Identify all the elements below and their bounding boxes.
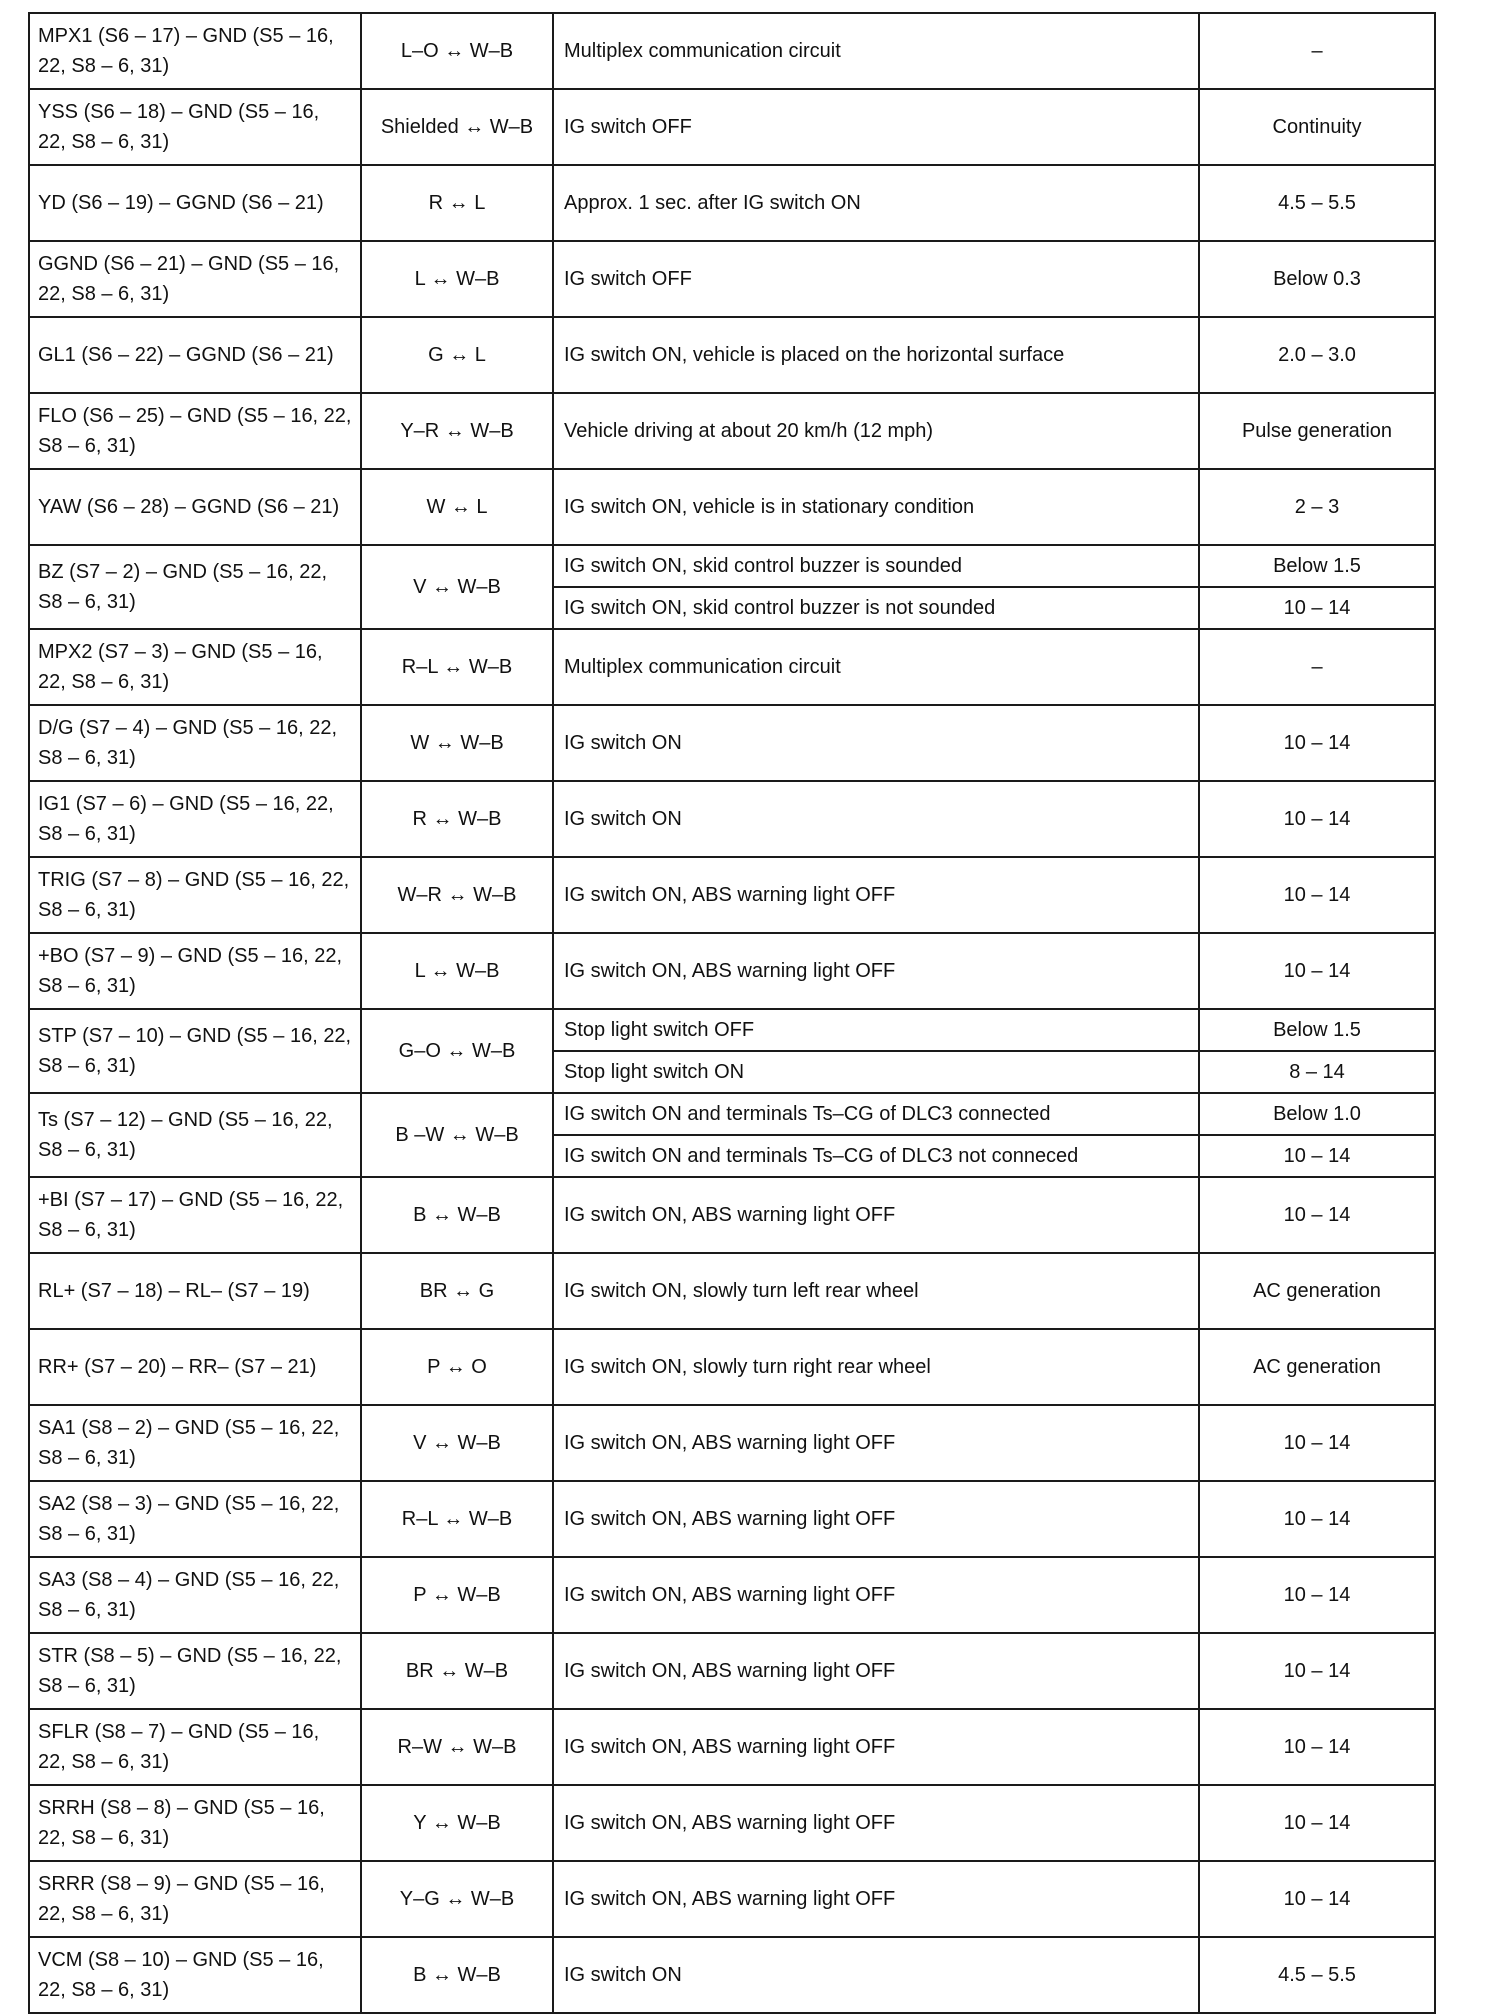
specified-condition-cell: 10 – 14: [1199, 857, 1435, 933]
table-row: [29, 857, 1435, 933]
specified-condition-cell: 10 – 14: [1199, 1177, 1435, 1253]
table-row: [29, 1633, 1435, 1709]
wiring-color-cell: V ↔ W–B: [361, 545, 553, 629]
condition-cell: IG switch ON and terminals Ts–CG of DLC3 not conneced: [553, 1135, 1199, 1177]
table-row: [29, 393, 1435, 469]
wiring-color-cell: W ↔ L: [361, 469, 553, 545]
specified-condition-cell: 10 – 14: [1199, 1709, 1435, 1785]
table-row: [29, 89, 1435, 165]
table-row: [29, 545, 1435, 587]
table-body: [29, 13, 1435, 2013]
condition-cell: IG switch ON: [553, 781, 1199, 857]
terminal-cell: FLO (S6 – 25) – GND (S5 – 16, 22, S8 – 6, 31): [29, 393, 361, 469]
specified-condition-cell: Below 1.5: [1199, 545, 1435, 587]
table-row: [29, 1861, 1435, 1937]
terminal-cell: YD (S6 – 19) – GGND (S6 – 21): [29, 165, 361, 241]
condition-cell: IG switch ON, ABS warning light OFF: [553, 1405, 1199, 1481]
condition-cell: Stop light switch OFF: [553, 1009, 1199, 1051]
specified-condition-cell: 2 – 3: [1199, 469, 1435, 545]
terminal-cell: IG1 (S7 – 6) – GND (S5 – 16, 22, S8 – 6, 31): [29, 781, 361, 857]
table-row: [29, 1177, 1435, 1253]
specified-condition-cell: 4.5 – 5.5: [1199, 165, 1435, 241]
condition-cell: IG switch ON, vehicle is placed on the horizontal surface: [553, 317, 1199, 393]
wiring-color-cell: Y ↔ W–B: [361, 1785, 553, 1861]
condition-cell: Stop light switch ON: [553, 1051, 1199, 1093]
wiring-color-cell: L ↔ W–B: [361, 933, 553, 1009]
condition-cell: IG switch ON, vehicle is in stationary condition: [553, 469, 1199, 545]
terminal-cell: +BO (S7 – 9) – GND (S5 – 16, 22, S8 – 6, 31): [29, 933, 361, 1009]
wiring-color-cell: V ↔ W–B: [361, 1405, 553, 1481]
wiring-color-cell: B ↔ W–B: [361, 1937, 553, 2013]
table-row: [29, 1785, 1435, 1861]
specified-condition-cell: 10 – 14: [1199, 1785, 1435, 1861]
wiring-color-cell: W–R ↔ W–B: [361, 857, 553, 933]
specified-condition-cell: Continuity: [1199, 89, 1435, 165]
table-row: [29, 933, 1435, 1009]
terminal-cell: SRRR (S8 – 9) – GND (S5 – 16, 22, S8 – 6, 31): [29, 1861, 361, 1937]
condition-cell: IG switch ON: [553, 1937, 1199, 2013]
wiring-color-cell: B ↔ W–B: [361, 1177, 553, 1253]
wiring-color-cell: L–O ↔ W–B: [361, 13, 553, 89]
table-row: [29, 1709, 1435, 1785]
condition-cell: IG switch ON, slowly turn right rear wheel: [553, 1329, 1199, 1405]
terminal-cell: MPX2 (S7 – 3) – GND (S5 – 16, 22, S8 – 6, 31): [29, 629, 361, 705]
wiring-color-cell: B –W ↔ W–B: [361, 1093, 553, 1177]
terminal-cell: TRIG (S7 – 8) – GND (S5 – 16, 22, S8 – 6, 31): [29, 857, 361, 933]
terminal-cell: SFLR (S8 – 7) – GND (S5 – 16, 22, S8 – 6, 31): [29, 1709, 361, 1785]
wiring-color-cell: G–O ↔ W–B: [361, 1009, 553, 1093]
wiring-color-cell: R ↔ L: [361, 165, 553, 241]
wiring-color-cell: P ↔ O: [361, 1329, 553, 1405]
table-row: [29, 1937, 1435, 2013]
terminal-cell: MPX1 (S6 – 17) – GND (S5 – 16, 22, S8 – 6, 31): [29, 13, 361, 89]
condition-cell: IG switch ON, ABS warning light OFF: [553, 1633, 1199, 1709]
terminal-cell: BZ (S7 – 2) – GND (S5 – 16, 22, S8 – 6, 31): [29, 545, 361, 629]
terminal-cell: STP (S7 – 10) – GND (S5 – 16, 22, S8 – 6, 31): [29, 1009, 361, 1093]
specified-condition-cell: –: [1199, 629, 1435, 705]
wiring-color-cell: G ↔ L: [361, 317, 553, 393]
specified-condition-cell: 4.5 – 5.5: [1199, 1937, 1435, 2013]
table-row: [29, 629, 1435, 705]
table-row: [29, 1557, 1435, 1633]
wiring-color-cell: R ↔ W–B: [361, 781, 553, 857]
condition-cell: IG switch OFF: [553, 241, 1199, 317]
terminal-cell: Ts (S7 – 12) – GND (S5 – 16, 22, S8 – 6, 31): [29, 1093, 361, 1177]
table-row: [29, 781, 1435, 857]
specified-condition-cell: 10 – 14: [1199, 1405, 1435, 1481]
condition-cell: IG switch ON, ABS warning light OFF: [553, 1785, 1199, 1861]
condition-cell: IG switch ON, ABS warning light OFF: [553, 857, 1199, 933]
specified-condition-cell: 10 – 14: [1199, 1557, 1435, 1633]
terminal-cell: D/G (S7 – 4) – GND (S5 – 16, 22, S8 – 6, 31): [29, 705, 361, 781]
table-row: [29, 1405, 1435, 1481]
terminal-cell: STR (S8 – 5) – GND (S5 – 16, 22, S8 – 6, 31): [29, 1633, 361, 1709]
terminal-cell: SA1 (S8 – 2) – GND (S5 – 16, 22, S8 – 6, 31): [29, 1405, 361, 1481]
condition-cell: IG switch ON: [553, 705, 1199, 781]
condition-cell: IG switch ON, ABS warning light OFF: [553, 1177, 1199, 1253]
condition-cell: IG switch ON and terminals Ts–CG of DLC3 connected: [553, 1093, 1199, 1135]
terminal-cell: SA2 (S8 – 3) – GND (S5 – 16, 22, S8 – 6, 31): [29, 1481, 361, 1557]
specified-condition-cell: 10 – 14: [1199, 1135, 1435, 1177]
terminal-cell: +BI (S7 – 17) – GND (S5 – 16, 22, S8 – 6, 31): [29, 1177, 361, 1253]
condition-cell: Multiplex communication circuit: [553, 13, 1199, 89]
wiring-color-cell: W ↔ W–B: [361, 705, 553, 781]
specified-condition-cell: 10 – 14: [1199, 587, 1435, 629]
table-row: [29, 165, 1435, 241]
specified-condition-cell: Below 1.0: [1199, 1093, 1435, 1135]
condition-cell: IG switch ON, ABS warning light OFF: [553, 1861, 1199, 1937]
table-row: [29, 1329, 1435, 1405]
terminal-inspection-table: [28, 12, 1436, 2014]
table-row: [29, 705, 1435, 781]
table-row: [29, 241, 1435, 317]
condition-cell: IG switch OFF: [553, 89, 1199, 165]
terminal-cell: SRRH (S8 – 8) – GND (S5 – 16, 22, S8 – 6, 31): [29, 1785, 361, 1861]
table-row: [29, 317, 1435, 393]
condition-cell: IG switch ON, ABS warning light OFF: [553, 1557, 1199, 1633]
wiring-color-cell: Y–R ↔ W–B: [361, 393, 553, 469]
condition-cell: IG switch ON, skid control buzzer is not sounded: [553, 587, 1199, 629]
wiring-color-cell: BR ↔ G: [361, 1253, 553, 1329]
specified-condition-cell: 10 – 14: [1199, 1861, 1435, 1937]
terminal-cell: GL1 (S6 – 22) – GGND (S6 – 21): [29, 317, 361, 393]
terminal-cell: VCM (S8 – 10) – GND (S5 – 16, 22, S8 – 6, 31): [29, 1937, 361, 2013]
terminal-cell: GGND (S6 – 21) – GND (S5 – 16, 22, S8 – 6, 31): [29, 241, 361, 317]
terminal-cell: RL+ (S7 – 18) – RL– (S7 – 19): [29, 1253, 361, 1329]
wiring-color-cell: R–W ↔ W–B: [361, 1709, 553, 1785]
wiring-color-cell: L ↔ W–B: [361, 241, 553, 317]
wiring-color-cell: Shielded ↔ W–B: [361, 89, 553, 165]
specified-condition-cell: Below 1.5: [1199, 1009, 1435, 1051]
table-row: [29, 469, 1435, 545]
condition-cell: IG switch ON, skid control buzzer is sounded: [553, 545, 1199, 587]
specified-condition-cell: 10 – 14: [1199, 933, 1435, 1009]
specified-condition-cell: Below 0.3: [1199, 241, 1435, 317]
specified-condition-cell: AC generation: [1199, 1329, 1435, 1405]
table-row: [29, 1093, 1435, 1135]
specified-condition-cell: 10 – 14: [1199, 1633, 1435, 1709]
specified-condition-cell: AC generation: [1199, 1253, 1435, 1329]
specified-condition-cell: –: [1199, 13, 1435, 89]
table-row: [29, 1253, 1435, 1329]
condition-cell: Multiplex communication circuit: [553, 629, 1199, 705]
table-row: [29, 13, 1435, 89]
condition-cell: IG switch ON, slowly turn left rear wheel: [553, 1253, 1199, 1329]
specified-condition-cell: 10 – 14: [1199, 781, 1435, 857]
condition-cell: IG switch ON, ABS warning light OFF: [553, 933, 1199, 1009]
wiring-color-cell: P ↔ W–B: [361, 1557, 553, 1633]
wiring-color-cell: BR ↔ W–B: [361, 1633, 553, 1709]
wiring-color-cell: R–L ↔ W–B: [361, 629, 553, 705]
condition-cell: Approx. 1 sec. after IG switch ON: [553, 165, 1199, 241]
table-row: [29, 1009, 1435, 1051]
wiring-color-cell: Y–G ↔ W–B: [361, 1861, 553, 1937]
specified-condition-cell: 8 – 14: [1199, 1051, 1435, 1093]
terminal-cell: SA3 (S8 – 4) – GND (S5 – 16, 22, S8 – 6, 31): [29, 1557, 361, 1633]
table-row: [29, 1481, 1435, 1557]
specified-condition-cell: 10 – 14: [1199, 1481, 1435, 1557]
wiring-color-cell: R–L ↔ W–B: [361, 1481, 553, 1557]
specified-condition-cell: 2.0 – 3.0: [1199, 317, 1435, 393]
condition-cell: IG switch ON, ABS warning light OFF: [553, 1481, 1199, 1557]
specified-condition-cell: 10 – 14: [1199, 705, 1435, 781]
terminal-cell: YAW (S6 – 28) – GGND (S6 – 21): [29, 469, 361, 545]
terminal-cell: YSS (S6 – 18) – GND (S5 – 16, 22, S8 – 6, 31): [29, 89, 361, 165]
terminal-cell: RR+ (S7 – 20) – RR– (S7 – 21): [29, 1329, 361, 1405]
condition-cell: Vehicle driving at about 20 km/h (12 mph): [553, 393, 1199, 469]
condition-cell: IG switch ON, ABS warning light OFF: [553, 1709, 1199, 1785]
specified-condition-cell: Pulse generation: [1199, 393, 1435, 469]
